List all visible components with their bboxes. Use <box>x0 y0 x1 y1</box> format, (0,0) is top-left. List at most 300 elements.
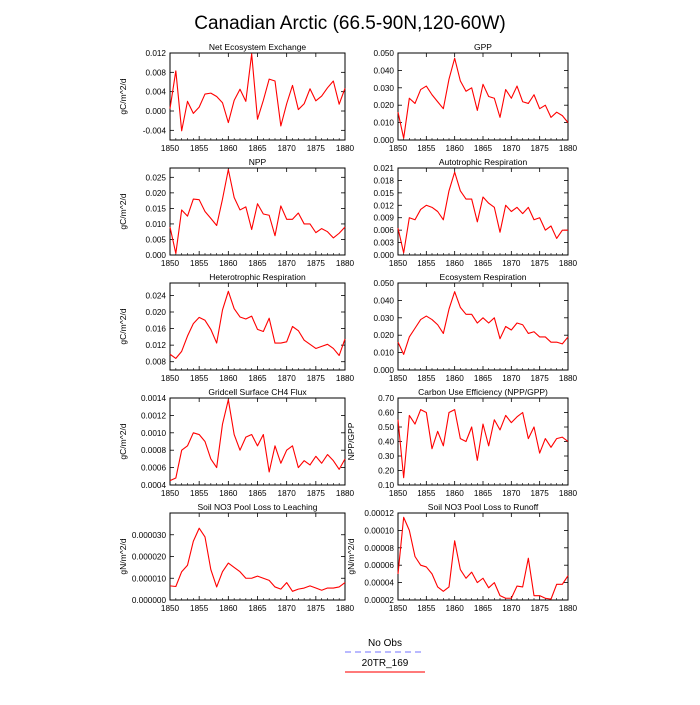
data-point <box>533 426 534 427</box>
data-point <box>304 587 305 588</box>
data-point <box>286 219 287 220</box>
data-point <box>234 434 235 435</box>
data-point <box>545 598 546 599</box>
data-point <box>169 354 170 355</box>
plot-frame <box>398 53 568 140</box>
legend <box>345 638 425 672</box>
y-tick-label: 0.00008 <box>364 543 394 553</box>
data-point <box>528 438 529 439</box>
data-point <box>280 589 281 590</box>
data-point <box>471 314 472 315</box>
data-point <box>533 219 534 220</box>
data-point <box>426 315 427 316</box>
data-point <box>257 119 258 120</box>
y-tick-label: 0.020 <box>145 188 166 198</box>
data-point <box>251 53 252 54</box>
data-point <box>333 348 334 349</box>
data-point <box>234 308 235 309</box>
y-tick-label: 0.000 <box>373 366 394 375</box>
data-point <box>327 231 328 232</box>
data-point <box>216 225 217 226</box>
data-point <box>263 331 264 332</box>
data-point <box>511 211 512 212</box>
data-point <box>528 333 529 334</box>
data-point <box>567 122 568 123</box>
data-point <box>562 584 563 585</box>
y-tick-label: 0.000030 <box>131 530 166 540</box>
data-point <box>269 580 270 581</box>
y-tick-label: 0.005 <box>145 235 166 245</box>
data-point <box>403 477 404 478</box>
data-point <box>344 88 345 89</box>
data-point <box>344 226 345 227</box>
data-point <box>239 450 240 451</box>
y-tick-label: 0.0014 <box>140 394 166 403</box>
data-point <box>556 238 557 239</box>
data-point <box>556 584 557 585</box>
data-point <box>315 232 316 233</box>
data-point <box>222 198 223 199</box>
series-line <box>170 291 345 358</box>
chart-panel-0 <box>118 42 355 153</box>
y-tick-label: 0.20 <box>378 466 394 476</box>
y-tick-label: 0.020 <box>373 331 394 341</box>
x-tick-label: 1850 <box>388 489 408 498</box>
chart-panel-1 <box>374 42 578 153</box>
data-point <box>409 530 410 531</box>
data-point <box>460 438 461 439</box>
data-point <box>216 342 217 343</box>
x-tick-label: 1870 <box>502 259 521 268</box>
data-point <box>274 235 275 236</box>
data-point <box>175 358 176 359</box>
y-tick-label: 0.008 <box>145 68 166 78</box>
y-tick-label: 0.012 <box>145 49 166 58</box>
data-point <box>448 79 449 80</box>
x-tick-label: 1855 <box>417 374 436 383</box>
y-tick-label: 0.009 <box>373 213 394 223</box>
data-point <box>175 70 176 71</box>
data-point <box>499 338 500 339</box>
data-point <box>550 225 551 226</box>
x-tick-label: 1870 <box>502 489 521 498</box>
data-point <box>397 419 398 420</box>
x-tick-label: 1860 <box>219 489 238 498</box>
y-tick-label: 0.0006 <box>140 463 166 473</box>
data-point <box>339 469 340 470</box>
x-tick-label: 1875 <box>530 604 549 613</box>
data-point <box>222 309 223 310</box>
y-tick-label: 0.012 <box>373 201 394 211</box>
y-axis-label: gC/m^2/d <box>118 78 128 115</box>
data-point <box>448 412 449 413</box>
x-tick-label: 1880 <box>558 489 578 498</box>
data-point <box>426 412 427 413</box>
data-point <box>499 595 500 596</box>
x-tick-label: 1880 <box>335 604 355 613</box>
x-tick-label: 1865 <box>248 374 267 383</box>
x-tick-label: 1875 <box>306 604 325 613</box>
data-point <box>245 437 246 438</box>
data-point <box>187 216 188 217</box>
panel-title: Soil NO3 Pool Loss to Leaching <box>197 502 318 512</box>
y-tick-label: 0.040 <box>373 66 394 76</box>
x-tick-label: 1875 <box>530 374 549 383</box>
data-point <box>327 344 328 345</box>
data-point <box>251 434 252 435</box>
y-tick-label: 0.003 <box>373 238 394 248</box>
data-point <box>460 569 461 570</box>
data-point <box>420 209 421 210</box>
data-point <box>274 586 275 587</box>
x-tick-label: 1850 <box>160 259 180 268</box>
data-point <box>269 471 270 472</box>
data-point <box>333 460 334 461</box>
data-point <box>545 230 546 231</box>
data-point <box>437 586 438 587</box>
data-point <box>460 307 461 308</box>
data-point <box>175 253 176 254</box>
data-point <box>309 464 310 465</box>
data-point <box>169 585 170 586</box>
data-point <box>522 213 523 214</box>
data-point <box>426 85 427 86</box>
x-tick-label: 1865 <box>473 489 493 498</box>
data-point <box>315 100 316 101</box>
data-point <box>443 333 444 334</box>
data-point <box>511 598 512 599</box>
panel-title: Soil NO3 Pool Loss to Runoff <box>427 502 539 512</box>
data-point <box>222 571 223 572</box>
x-tick-label: 1880 <box>558 374 578 383</box>
y-tick-label: 0.008 <box>145 357 166 367</box>
y-tick-label: 0.000 <box>145 107 166 116</box>
x-tick-label: 1870 <box>277 144 296 153</box>
y-axis-label: gN/m^2/d <box>346 538 356 575</box>
data-point <box>228 122 229 123</box>
data-point <box>309 344 310 345</box>
y-tick-label: 0.015 <box>145 204 166 214</box>
x-tick-label: 1875 <box>306 144 325 153</box>
plot-frame <box>170 283 345 370</box>
data-point <box>193 113 194 114</box>
data-point <box>522 101 523 102</box>
data-point <box>437 101 438 102</box>
data-point <box>443 108 444 109</box>
x-tick-label: 1875 <box>306 489 325 498</box>
series-line <box>398 292 568 355</box>
data-point <box>556 112 557 113</box>
data-point <box>494 419 495 420</box>
data-point <box>567 575 568 576</box>
data-point <box>471 87 472 88</box>
y-tick-label: 0.0004 <box>140 481 166 490</box>
y-tick-label: 0.00004 <box>364 578 394 588</box>
data-point <box>550 117 551 118</box>
y-tick-label: 0.020 <box>145 308 166 317</box>
data-point <box>228 399 229 400</box>
data-point <box>286 450 287 451</box>
data-point <box>181 450 182 451</box>
x-tick-label: 1860 <box>445 259 464 268</box>
data-point <box>339 104 340 105</box>
x-tick-label: 1860 <box>219 144 238 153</box>
data-point <box>516 416 517 417</box>
x-tick-label: 1855 <box>190 489 209 498</box>
chart-panel-3 <box>374 157 578 268</box>
x-tick-label: 1865 <box>473 604 493 613</box>
panel-title: Carbon Use Efficiency (NPP/GPP) <box>418 387 548 397</box>
data-point <box>210 569 211 570</box>
plot-frame <box>170 513 345 600</box>
y-axis-label: gC/m^2/d <box>118 423 128 460</box>
data-point <box>562 230 563 231</box>
y-tick-label: 0.021 <box>373 164 394 173</box>
data-point <box>556 342 557 343</box>
data-point <box>344 338 345 339</box>
data-point <box>511 98 512 99</box>
data-point <box>414 556 415 557</box>
data-point <box>550 447 551 448</box>
data-point <box>454 291 455 292</box>
data-point <box>448 586 449 587</box>
data-point <box>339 355 340 356</box>
x-tick-label: 1865 <box>473 374 493 383</box>
data-point <box>471 198 472 199</box>
data-point <box>414 424 415 425</box>
panel-title: Autotrophic Respiration <box>438 157 528 167</box>
x-tick-label: 1850 <box>388 259 408 268</box>
y-tick-label: 0.60 <box>378 408 394 418</box>
y-tick-label: 0.040 <box>373 296 394 306</box>
y-tick-label: 0.70 <box>378 394 394 403</box>
data-point <box>181 209 182 210</box>
x-tick-label: 1880 <box>335 259 355 268</box>
data-point <box>488 96 489 97</box>
x-tick-label: 1855 <box>417 259 436 268</box>
data-point <box>339 586 340 587</box>
y-tick-label: 0.000 <box>373 251 394 260</box>
y-tick-label: 0.000 <box>145 251 166 260</box>
data-point <box>239 89 240 90</box>
data-point <box>274 80 275 81</box>
plot-frame <box>170 168 345 255</box>
data-point <box>199 434 200 435</box>
data-point <box>454 172 455 173</box>
data-point <box>327 87 328 88</box>
panel-title: GPP <box>474 42 492 52</box>
chart-panel-6 <box>118 387 355 498</box>
data-point <box>403 252 404 253</box>
plot-frame <box>170 53 345 140</box>
data-point <box>539 108 540 109</box>
y-axis-label: gN/m^2/d <box>118 538 128 575</box>
data-point <box>499 232 500 233</box>
data-point <box>545 336 546 337</box>
data-point <box>409 217 410 218</box>
data-point <box>409 415 410 416</box>
y-tick-label: 0.010 <box>373 348 394 358</box>
data-point <box>234 197 235 198</box>
data-point <box>245 101 246 102</box>
data-point <box>556 438 557 439</box>
x-tick-label: 1850 <box>160 604 180 613</box>
data-point <box>454 409 455 410</box>
data-point <box>280 342 281 343</box>
chart-panel-4 <box>118 272 355 383</box>
data-point <box>257 329 258 330</box>
data-point <box>505 89 506 90</box>
series-line <box>398 410 568 478</box>
data-point <box>181 571 182 572</box>
data-point <box>465 91 466 92</box>
data-point <box>263 100 264 101</box>
data-point <box>269 79 270 80</box>
x-tick-label: 1865 <box>248 144 267 153</box>
data-point <box>321 590 322 591</box>
panel-title: Heterotrophic Respiration <box>209 272 306 282</box>
data-point <box>516 322 517 323</box>
x-tick-label: 1860 <box>445 604 464 613</box>
x-tick-label: 1855 <box>190 259 209 268</box>
data-point <box>245 578 246 579</box>
x-tick-label: 1880 <box>335 489 355 498</box>
series-line <box>398 172 568 253</box>
data-point <box>333 587 334 588</box>
data-point <box>280 463 281 464</box>
data-point <box>169 480 170 481</box>
x-tick-label: 1865 <box>248 259 267 268</box>
data-point <box>545 105 546 106</box>
data-point <box>516 85 517 86</box>
data-point <box>309 585 310 586</box>
data-point <box>339 233 340 234</box>
data-point <box>210 218 211 219</box>
data-point <box>210 329 211 330</box>
y-tick-label: 0.050 <box>373 279 394 288</box>
y-tick-label: 0.10 <box>378 481 394 490</box>
data-point <box>460 190 461 191</box>
y-tick-label: 0.016 <box>145 324 166 334</box>
y-tick-label: 0.000020 <box>131 552 166 562</box>
data-point <box>327 454 328 455</box>
y-tick-label: 0.00006 <box>364 561 394 571</box>
data-point <box>269 215 270 216</box>
data-point <box>292 591 293 592</box>
data-point <box>403 354 404 355</box>
data-point <box>465 578 466 579</box>
plot-frame <box>398 283 568 370</box>
y-tick-label: 0.0012 <box>140 411 166 421</box>
data-point <box>505 598 506 599</box>
y-axis-label: gC/m^2/d <box>118 193 128 230</box>
series-line <box>398 58 568 138</box>
data-point <box>216 586 217 587</box>
data-point <box>181 351 182 352</box>
data-point <box>321 95 322 96</box>
data-point <box>327 587 328 588</box>
data-point <box>315 348 316 349</box>
data-point <box>505 415 506 416</box>
x-tick-label: 1860 <box>445 489 464 498</box>
x-tick-label: 1875 <box>530 489 549 498</box>
y-tick-label: 0.010 <box>145 219 166 229</box>
data-point <box>193 198 194 199</box>
figure-title: Canadian Arctic (66.5-90N,120-60W) <box>194 13 506 34</box>
data-point <box>309 223 310 224</box>
data-point <box>397 342 398 343</box>
x-tick-label: 1865 <box>473 259 493 268</box>
data-point <box>222 424 223 425</box>
y-tick-label: 0.0010 <box>140 428 166 438</box>
data-point <box>494 582 495 583</box>
data-point <box>505 326 506 327</box>
series-line <box>398 517 568 599</box>
data-point <box>471 572 472 573</box>
panel-title: Ecosystem Respiration <box>439 272 527 282</box>
data-point <box>187 565 188 566</box>
data-point <box>292 326 293 327</box>
y-tick-label: 0.018 <box>373 176 394 186</box>
data-point <box>169 226 170 227</box>
y-tick-label: -0.004 <box>142 126 166 136</box>
chart-panels <box>118 42 578 613</box>
data-point <box>562 115 563 116</box>
x-tick-label: 1880 <box>558 144 578 153</box>
y-tick-label: 0.00012 <box>364 509 394 518</box>
data-point <box>397 227 398 228</box>
data-point <box>169 108 170 109</box>
x-tick-label: 1860 <box>445 144 464 153</box>
data-point <box>245 318 246 319</box>
data-point <box>257 203 258 204</box>
data-point <box>431 448 432 449</box>
x-tick-label: 1850 <box>160 374 180 383</box>
data-point <box>187 101 188 102</box>
x-tick-label: 1870 <box>502 374 521 383</box>
data-point <box>443 219 444 220</box>
data-point <box>516 585 517 586</box>
data-point <box>409 98 410 99</box>
data-point <box>321 463 322 464</box>
data-point <box>239 571 240 572</box>
data-point <box>204 536 205 537</box>
panel-title: Gridcell Surface CH4 Flux <box>208 387 307 397</box>
data-point <box>298 212 299 213</box>
data-point <box>298 589 299 590</box>
data-point <box>443 445 444 446</box>
data-point <box>274 445 275 446</box>
data-point <box>426 205 427 206</box>
data-point <box>298 109 299 110</box>
x-tick-label: 1855 <box>190 604 209 613</box>
data-point <box>251 229 252 230</box>
data-point <box>420 319 421 320</box>
y-tick-label: 0.024 <box>145 291 166 301</box>
x-tick-label: 1855 <box>190 144 209 153</box>
data-point <box>539 336 540 337</box>
series-line <box>170 400 345 481</box>
x-tick-label: 1850 <box>160 144 180 153</box>
data-point <box>431 319 432 320</box>
data-point <box>494 207 495 208</box>
data-point <box>263 578 264 579</box>
data-point <box>471 426 472 427</box>
data-point <box>187 445 188 446</box>
data-point <box>409 336 410 337</box>
data-point <box>482 84 483 85</box>
y-tick-label: 0.025 <box>145 173 166 183</box>
